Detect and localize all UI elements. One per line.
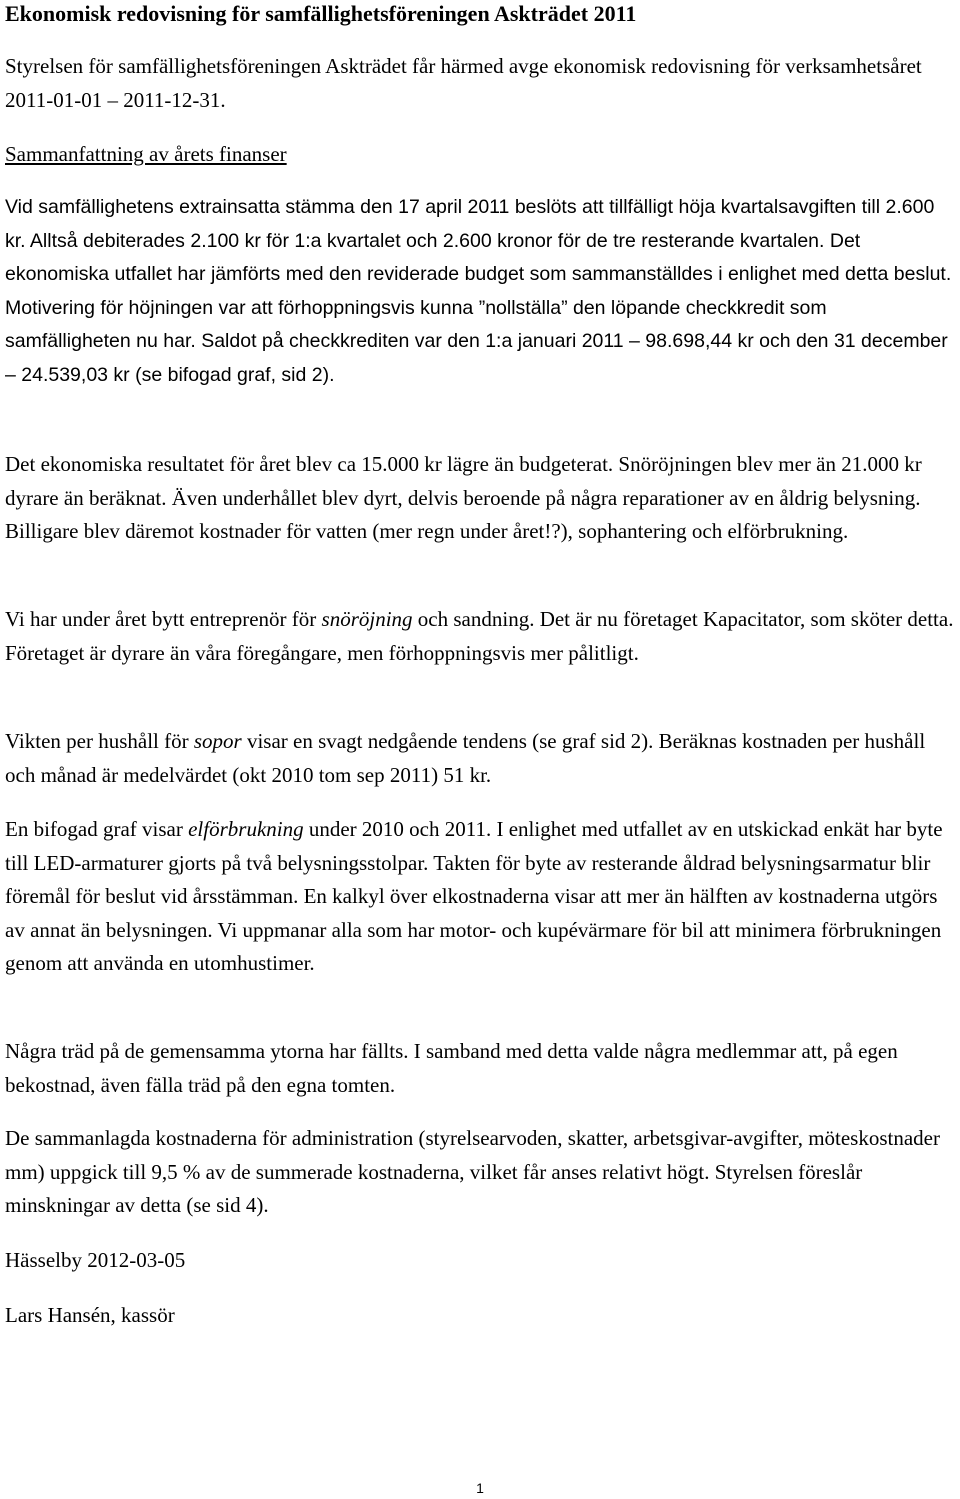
trees-paragraph: Några träd på de gemensamma ytorna har fällts. I samband med detta valde några medlemmar att, på egen bekostnad, även fälla träd på den egna tomten. — [5, 1039, 898, 1097]
snow-emphasis: snöröjning — [321, 607, 413, 631]
el-paragraph — [5, 813, 957, 981]
el-emphasis: elförbrukning — [188, 817, 304, 841]
intro-paragraph: Styrelsen för samfällighetsföreningen Askträdet får härmed avge ekonomisk redovisning för verksamhetsåret 2011-01-01 – 2011-12-31. — [5, 54, 922, 112]
result-paragraph: Det ekonomiska resultatet för året blev ca 15.000 kr lägre än budgeterat. Snöröjningen blev mer än 21.000 kr dyrare än beräknat. Även underhållet blev dyrt, delvis beroende på några reparationer av en åldrig belysning. Billigare blev däremot kostnader för vatten (mer regn under året!?), sophantering och elförbrukning. — [5, 452, 922, 544]
sopor-text-before: Vikten per hushåll för — [5, 729, 194, 753]
snow-paragraph — [5, 603, 957, 670]
sopor-paragraph — [5, 725, 957, 792]
snow-text-before: Vi har under året bytt entreprenör för — [5, 607, 322, 631]
place-date: Hässelby 2012-03-05 — [5, 1248, 186, 1272]
sopor-emphasis: sopor — [193, 729, 242, 753]
signature: Lars Hansén, kassör — [5, 1303, 175, 1327]
section-heading: Sammanfattning av årets finanser — [5, 142, 287, 166]
document-title: Ekonomisk redovisning för samfällighetsföreningen Askträdet 2011 — [5, 1, 637, 26]
admin-paragraph: De sammanlagda kostnaderna för administration (styrelsearvoden, skatter, arbetsgivar-avgifter, möteskostnader mm) uppgick till 9,5 % av de summerade kostnaderna, vilket får anses relativt högt. Styrelsen föreslår minskningar av detta (se sid 4). — [5, 1126, 940, 1218]
snow-text-after: och sandning. Det är nu företaget Kapacitator, som sköter detta. Företaget är dyrare än våra föregångare, men förhoppningsvis mer pålitligt. — [5, 607, 954, 665]
el-text-after: under 2010 och 2011. I enlighet med utfallet av en utskickad enkät har byte till LED-armaturer gjorts på två belysningsstolpar. Takten för byte av resterande åldrad belysningsarmatur blir föremål för beslut vid årsstämman. En kalkyl över elkostnaderna visar att mer än hälften av kostnaderna utgörs av annat än belysningen. Vi uppmanar alla som har motor- och kupévärmare för bil att minimera förbrukningen genom att använda en utomhustimer. — [5, 817, 943, 976]
page-number: 1 — [476, 1480, 484, 1496]
finances-paragraph: Vid samfällighetens extrainsatta stämma den 17 april 2011 beslöts att tillfälligt höja kvartalsavgiften till 2.600 kr. Alltså debiterades 2.100 kr för 1:a kvartalet och 2.600 kronor för de tre resterande kvartalen. Det ekonomiska utfallet har jämförts med den reviderade budget som sammanställdes i enlighet med detta beslut. Motivering för höjningen var att förhoppningsvis kunna ”nollställa” den löpande checkkredit som samfälligheten nu har. Saldot på checkkrediten var den 1:a januari 2011 – 98.698,44 kr och den 31 december – 24.539,03 kr (se bifogad graf, sid 2). — [5, 196, 952, 386]
el-text-before: En bifogad graf visar — [5, 817, 189, 841]
sopor-text-after: visar en svagt nedgående tendens (se graf sid 2). Beräknas kostnaden per hushåll och månad är medelvärdet (okt 2010 tom sep 2011) 51 kr. — [5, 729, 926, 787]
